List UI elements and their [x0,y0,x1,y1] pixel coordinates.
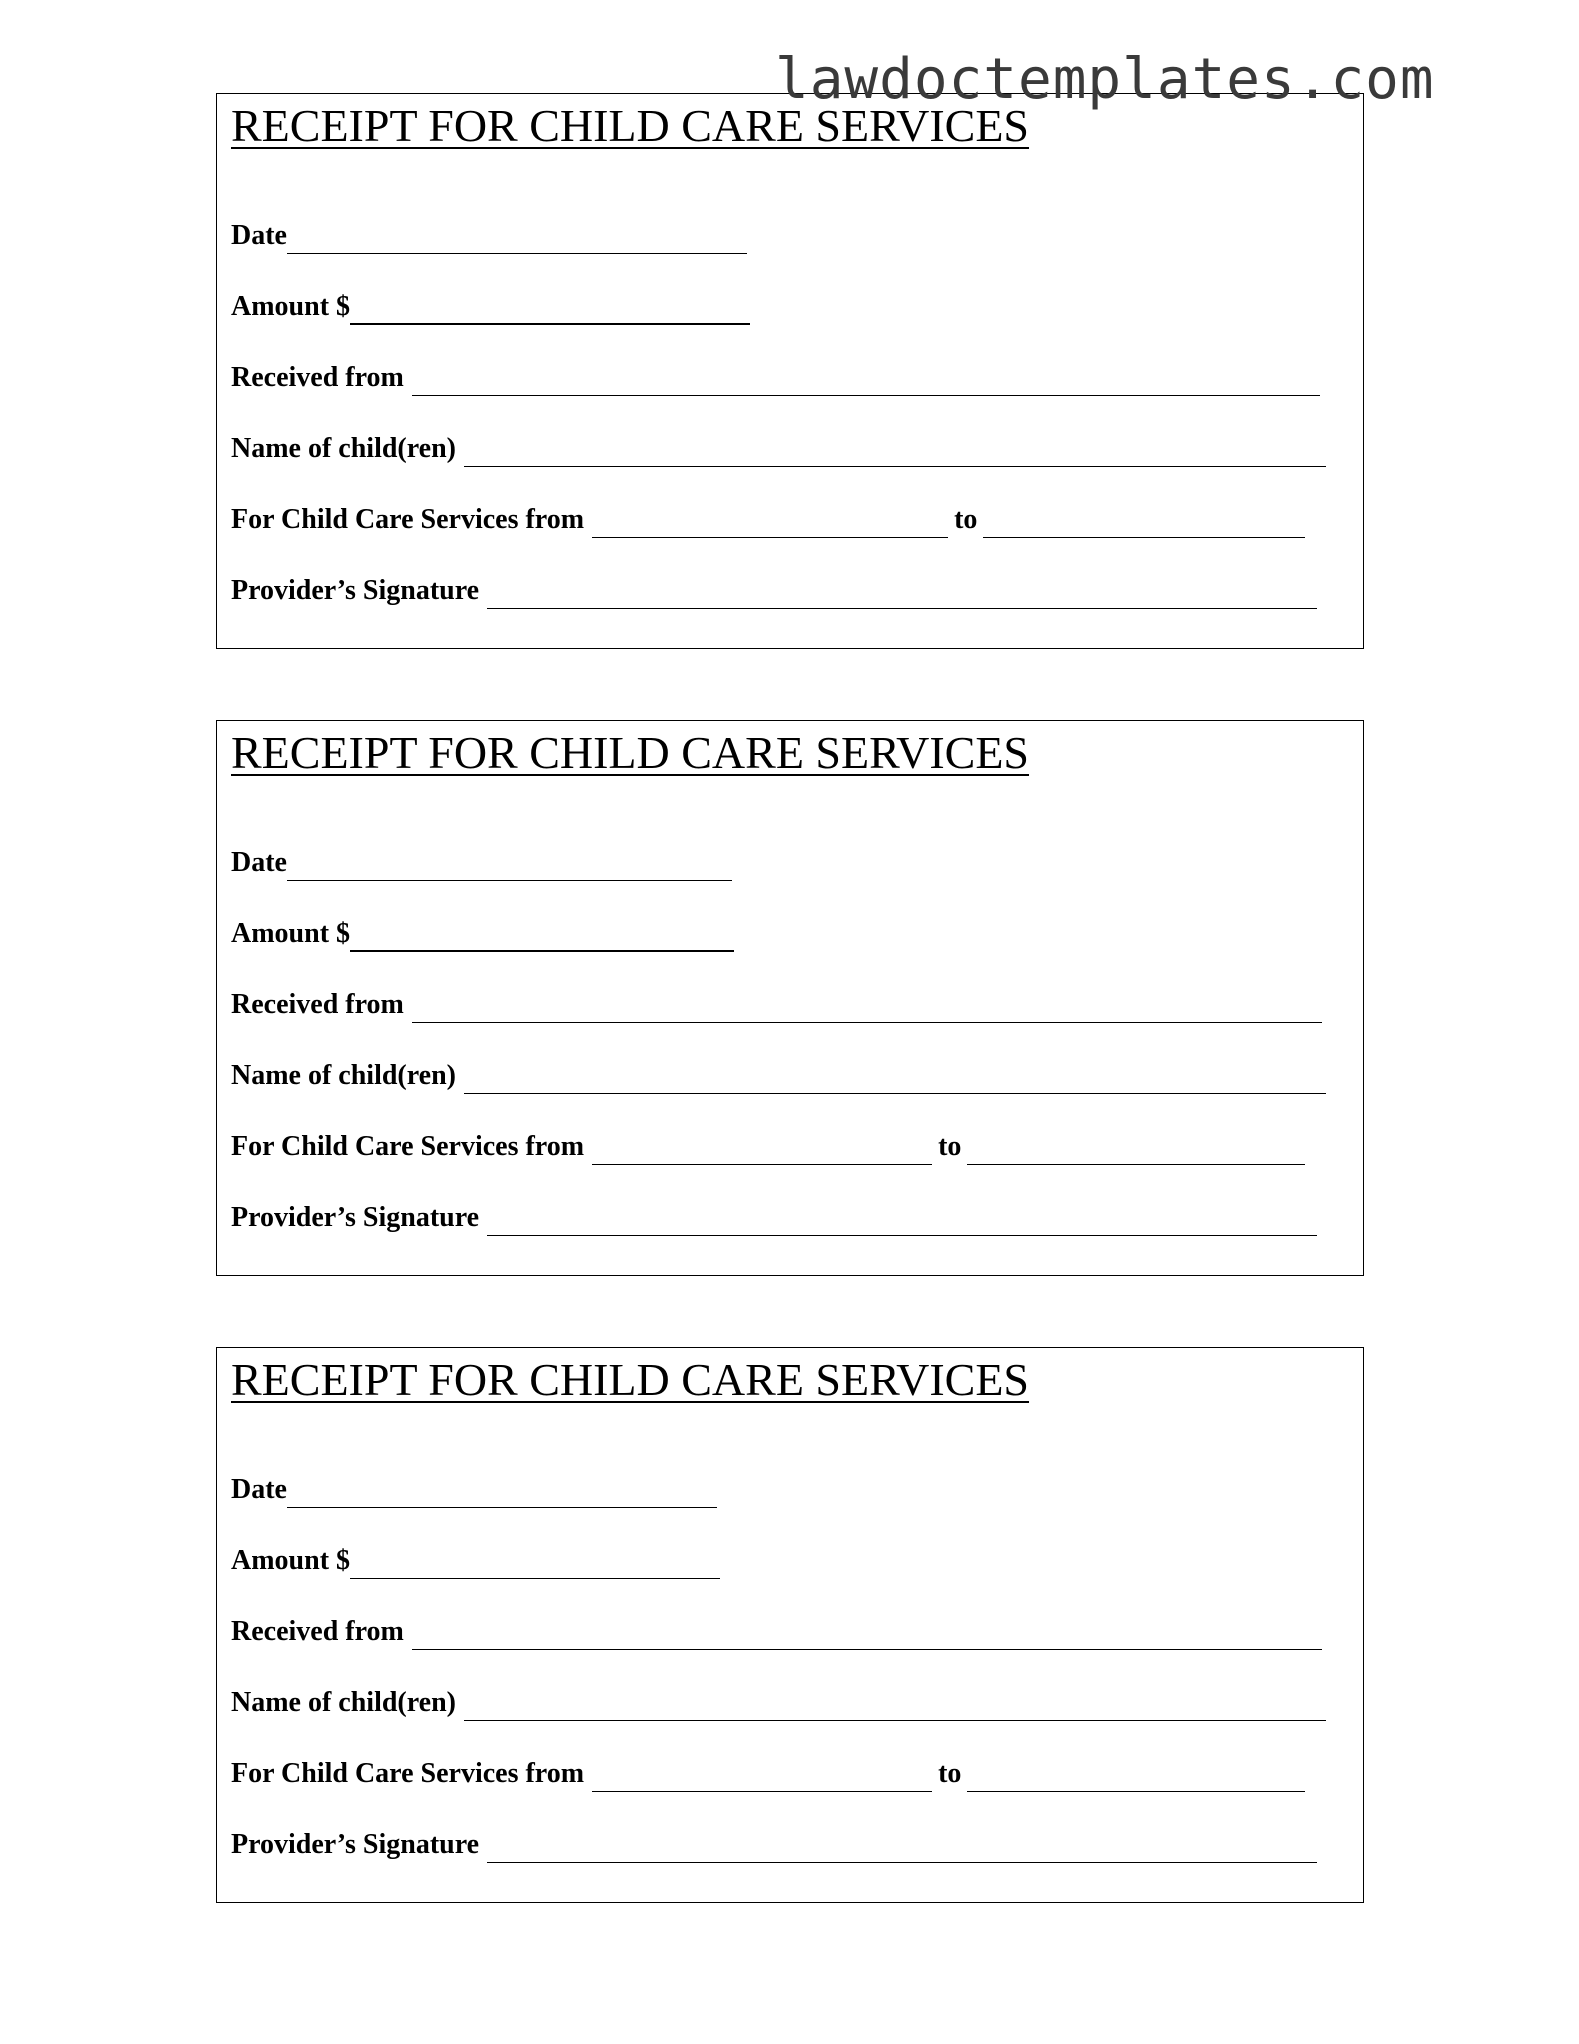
signature-field[interactable] [231,573,1317,609]
amount-field[interactable] [231,289,750,325]
date-label: Date [231,220,287,251]
received-from-blank[interactable] [412,1619,1322,1650]
amount-blank[interactable] [350,293,750,325]
children-label: Name of child(ren) [231,1060,456,1091]
date-field[interactable] [231,1472,717,1508]
date-field[interactable] [231,218,747,254]
services-to-label: to [954,504,978,535]
received-from-label: Received from [231,362,404,393]
children-field[interactable] [231,1058,1326,1094]
amount-label: Amount $ [231,291,351,322]
services-from-blank[interactable] [592,507,948,538]
receipt-title: RECEIPT FOR CHILD CARE SERVICES [231,100,1030,151]
signature-label: Provider’s Signature [231,575,480,606]
children-label: Name of child(ren) [231,433,456,464]
date-blank[interactable] [287,1477,717,1508]
children-field[interactable] [231,1685,1326,1721]
receipt-1 [216,93,1364,649]
receipt-title: RECEIPT FOR CHILD CARE SERVICES [231,727,1030,778]
date-blank[interactable] [287,223,747,254]
amount-label: Amount $ [231,1545,351,1576]
signature-field[interactable] [231,1200,1317,1236]
received-from-label: Received from [231,1616,404,1647]
amount-field[interactable] [231,916,734,952]
date-field[interactable] [231,845,732,881]
children-field[interactable] [231,431,1326,467]
amount-field[interactable] [231,1543,720,1579]
amount-blank[interactable] [350,1548,720,1579]
amount-label: Amount $ [231,918,351,949]
amount-blank[interactable] [350,920,734,952]
received-from-blank[interactable] [412,365,1320,396]
date-label: Date [231,847,287,878]
signature-blank[interactable] [487,1205,1317,1236]
children-label: Name of child(ren) [231,1687,456,1718]
children-blank[interactable] [464,1063,1326,1094]
services-from-blank[interactable] [592,1761,932,1792]
services-period-field[interactable] [231,1129,1305,1165]
received-from-field[interactable] [231,987,1322,1023]
signature-blank[interactable] [487,1832,1317,1863]
date-blank[interactable] [287,850,732,881]
services-period-field[interactable] [231,1756,1305,1792]
services-to-label: to [938,1131,962,1162]
services-to-label: to [938,1758,962,1789]
services-from-blank[interactable] [592,1134,932,1165]
children-blank[interactable] [464,1690,1326,1721]
children-blank[interactable] [464,436,1326,467]
services-to-blank[interactable] [967,1134,1305,1165]
received-from-field[interactable] [231,360,1320,396]
signature-blank[interactable] [487,578,1317,609]
received-from-blank[interactable] [412,992,1322,1023]
signature-field[interactable] [231,1827,1317,1863]
services-from-label: For Child Care Services from [231,1758,585,1789]
date-label: Date [231,1474,287,1505]
services-from-label: For Child Care Services from [231,504,585,535]
signature-label: Provider’s Signature [231,1202,480,1233]
receipt-title: RECEIPT FOR CHILD CARE SERVICES [231,1354,1030,1405]
receipt-2 [216,720,1364,1276]
services-period-field[interactable] [231,502,1305,538]
services-to-blank[interactable] [967,1761,1305,1792]
services-from-label: For Child Care Services from [231,1131,585,1162]
watermark-text: lawdoctemplates.com [775,47,1435,112]
received-from-label: Received from [231,989,404,1020]
services-to-blank[interactable] [983,507,1305,538]
received-from-field[interactable] [231,1614,1322,1650]
receipt-3 [216,1347,1364,1903]
signature-label: Provider’s Signature [231,1829,480,1860]
